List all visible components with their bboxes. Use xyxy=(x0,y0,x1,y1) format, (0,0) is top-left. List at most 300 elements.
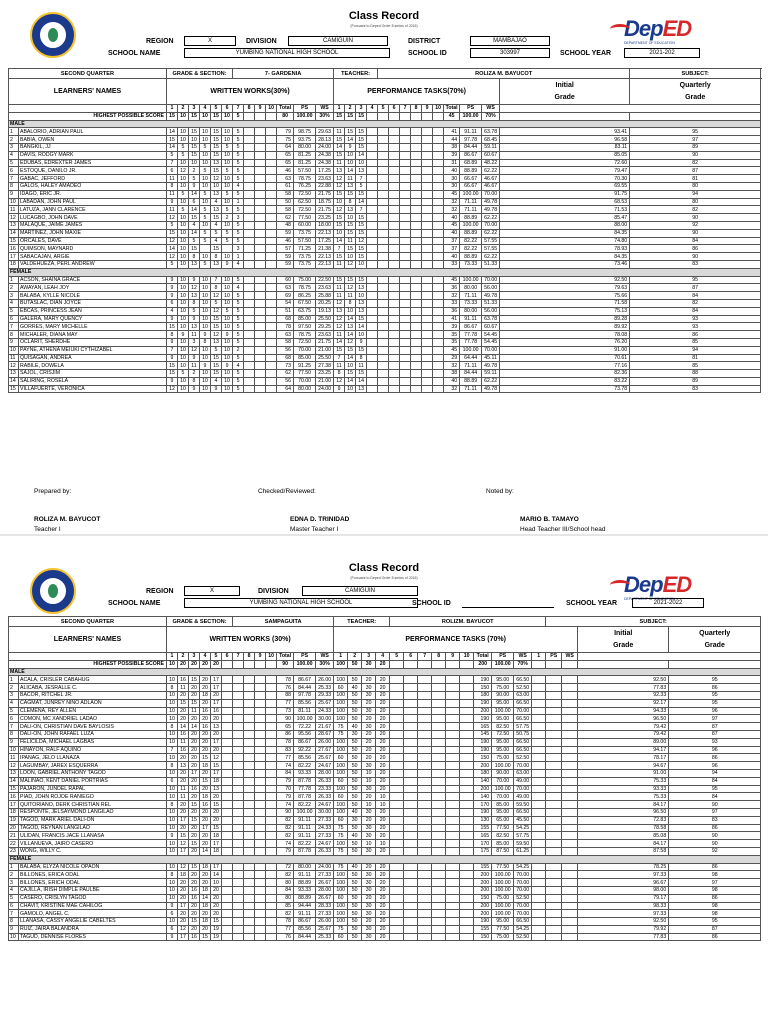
ww-score: 10 xyxy=(167,754,178,762)
pt-score xyxy=(378,299,389,307)
pt-score xyxy=(446,808,460,816)
quarterly-grade: 83 xyxy=(630,385,761,393)
ww-score: 12 xyxy=(167,237,178,245)
student-row xyxy=(9,730,761,738)
pt-score: 15 xyxy=(334,253,345,261)
ww-score: 5 xyxy=(222,307,233,315)
ww-score: 10 xyxy=(222,128,233,136)
ww-ws: 23.63 xyxy=(316,175,334,183)
school-id-value: 303997 xyxy=(470,48,550,58)
pt-score xyxy=(433,143,444,151)
ww-ps: 87.78 xyxy=(294,847,316,855)
ww-score: 5 xyxy=(200,229,211,237)
initial-grade: 78.25 xyxy=(578,863,669,871)
pt-score xyxy=(460,707,474,715)
ww-ps: 84.44 xyxy=(294,933,316,941)
learner-name: LLANASA, CASSY ANGELIE CABELTES xyxy=(19,918,167,926)
row-number: 3 xyxy=(9,691,19,699)
pt-score: 30 xyxy=(362,723,376,731)
pt-score xyxy=(422,354,433,362)
quarterly-grade: 86 xyxy=(669,894,761,902)
pt-score xyxy=(460,832,474,840)
ww-score xyxy=(233,816,244,824)
row-number: 5 xyxy=(9,894,19,902)
ww-score xyxy=(244,762,255,770)
pt-score: 15 xyxy=(356,253,367,261)
pt-total: 190 xyxy=(474,676,492,684)
learner-name: GALOS, HALEY AMADEO xyxy=(19,182,167,190)
ww-score xyxy=(244,879,255,887)
ww-score xyxy=(233,684,244,692)
student-row xyxy=(9,840,761,848)
learner-name: CAGMAT, JUNREY NIÑO ADLAON xyxy=(19,699,167,707)
division-label: DIVISION xyxy=(246,38,277,45)
ww-score: 10 xyxy=(200,175,211,183)
ww-score xyxy=(266,894,277,902)
hps-pt-cell: 20 xyxy=(376,660,390,668)
ww-score xyxy=(266,691,277,699)
ww-score: 9 xyxy=(167,354,178,362)
initial-grade: 96.67 xyxy=(578,879,669,887)
pt-score xyxy=(432,762,446,770)
pt-ws: 70.00 xyxy=(514,785,532,793)
ww-score xyxy=(244,723,255,731)
initial-grade: 97.33 xyxy=(578,910,669,918)
ww-score xyxy=(255,918,266,926)
pt-score xyxy=(390,785,404,793)
pt-score xyxy=(389,151,400,159)
ww-score xyxy=(266,699,277,707)
ww-score: 12 xyxy=(167,214,178,222)
ww-score: 15 xyxy=(211,323,222,331)
student-row xyxy=(9,699,761,707)
learner-name: CHAVIT, KRISTINE MAE CAHILOG xyxy=(19,902,167,910)
ww-score xyxy=(255,151,266,159)
pt-score xyxy=(446,801,460,809)
ww-score: 10 xyxy=(167,793,178,801)
pt-ws: 54.25 xyxy=(514,824,532,832)
ww-score: 5 xyxy=(233,128,244,136)
pt-score: 30 xyxy=(362,684,376,692)
quarterly-grade: 84 xyxy=(630,237,761,245)
ww-score xyxy=(266,206,277,214)
ww-ws: 26.33 xyxy=(316,847,334,855)
ww-ws: 26.00 xyxy=(316,676,334,684)
ww-ws: 24.38 xyxy=(316,151,334,159)
section-header: FEMALE xyxy=(9,268,761,276)
pt-score xyxy=(446,816,460,824)
pt-total: 190 xyxy=(474,808,492,816)
ww-score: 17 xyxy=(211,840,222,848)
ww-score xyxy=(244,793,255,801)
ww-score: 20 xyxy=(178,715,189,723)
pt-score: 20 xyxy=(362,715,376,723)
ww-ps: 94.44 xyxy=(294,902,316,910)
quarterly-grade: 84 xyxy=(630,292,761,300)
ww-total: 79 xyxy=(277,793,294,801)
ww-score: 20 xyxy=(189,754,200,762)
ww-col-num: 4 xyxy=(200,105,211,113)
student-row xyxy=(9,260,761,268)
learner-name: BUTASLAC, DIAN JOYCE xyxy=(19,299,167,307)
pt-score: 40 xyxy=(348,723,362,731)
ww-score: 20 xyxy=(178,754,189,762)
grade-section-label: GRADE & SECTION: xyxy=(167,617,233,627)
pt-ws: 52.50 xyxy=(514,933,532,941)
pt-score xyxy=(411,159,422,167)
learner-name: MARTINEZ, JOHN MAXIE xyxy=(19,229,167,237)
ww-col-num: 3 xyxy=(189,105,200,113)
ww-ws: 21.75 xyxy=(316,190,334,198)
ww-score: 5 xyxy=(222,190,233,198)
ww-total: 51 xyxy=(277,307,294,315)
pt-ws: 57.75 xyxy=(514,832,532,840)
pt-score xyxy=(422,214,433,222)
pt-total: 200 xyxy=(474,785,492,793)
ww-ws: 21.00 xyxy=(316,346,334,354)
ww-score: 5 xyxy=(211,229,222,237)
pt-score xyxy=(422,206,433,214)
ww-score xyxy=(255,198,266,206)
ww-score: 15 xyxy=(211,151,222,159)
pt-total: 41 xyxy=(444,315,460,323)
pt-score: 20 xyxy=(376,910,390,918)
ww-score xyxy=(255,284,266,292)
pt-score xyxy=(400,323,411,331)
pt-score: 20 xyxy=(376,699,390,707)
pt-col-num: 7 xyxy=(418,653,432,661)
ww-score xyxy=(244,730,255,738)
pt-score xyxy=(422,159,433,167)
ww-score: 15 xyxy=(211,214,222,222)
pt-score xyxy=(367,276,378,284)
quarterly-grade: 93 xyxy=(630,315,761,323)
pt-ps: 91.11 xyxy=(460,128,482,136)
ww-ws: 21.75 xyxy=(316,206,334,214)
ww-ws: 24.00 xyxy=(316,143,334,151)
ww-ws: 24.00 xyxy=(316,863,334,871)
quarterly-grade: 83 xyxy=(630,260,761,268)
pt-score: 8 xyxy=(345,299,356,307)
ww-score: 10 xyxy=(167,840,178,848)
ww-score: 5 xyxy=(233,206,244,214)
ww-ps: 85.00 xyxy=(294,315,316,323)
pt-score xyxy=(390,684,404,692)
student-row xyxy=(9,816,761,824)
ww-score xyxy=(244,699,255,707)
ww-score: 8 xyxy=(200,338,211,346)
pt-score xyxy=(389,323,400,331)
ww-ps: 85.56 xyxy=(294,754,316,762)
ww-score: 10 xyxy=(178,354,189,362)
ww-ws: 24.67 xyxy=(316,762,334,770)
ww-score: 17 xyxy=(178,902,189,910)
row-number: 7 xyxy=(9,175,19,183)
ww-score: 5 xyxy=(167,260,178,268)
pt-ws: 70.00 xyxy=(482,276,500,284)
hps-pt-ps: 100.00 xyxy=(492,660,514,668)
ww-score xyxy=(255,315,266,323)
ww-total: 80 xyxy=(277,879,294,887)
ww-score xyxy=(233,715,244,723)
ww-score: 7 xyxy=(167,159,178,167)
pt-score: 100 xyxy=(334,840,348,848)
ww-score: 15 xyxy=(189,151,200,159)
ww-score xyxy=(222,824,233,832)
ww-score xyxy=(255,730,266,738)
pt-ws: 70.00 xyxy=(514,910,532,918)
pt-score: 50 xyxy=(348,910,362,918)
ww-score xyxy=(244,824,255,832)
ww-ws: 26.67 xyxy=(316,894,334,902)
pt-score: 20 xyxy=(362,699,376,707)
pt-score: 13 xyxy=(356,284,367,292)
ww-score: 8 xyxy=(167,801,178,809)
pt-ps: 88.89 xyxy=(460,253,482,261)
ww-score xyxy=(244,260,255,268)
ww-score: 20 xyxy=(211,691,222,699)
pt-score: 15 xyxy=(345,346,356,354)
ww-score xyxy=(244,237,255,245)
ww-ws: 24.67 xyxy=(316,801,334,809)
student-row xyxy=(9,801,761,809)
quarter-cell: SECOND QUARTER xyxy=(9,69,167,79)
ww-score xyxy=(255,816,266,824)
pt-score xyxy=(433,159,444,167)
pt-total-header: Total xyxy=(474,653,492,661)
pt-total: 200 xyxy=(474,902,492,910)
ww-score: 18 xyxy=(211,832,222,840)
ww-score: 15 xyxy=(167,229,178,237)
pt-score xyxy=(367,260,378,268)
ww-total: 56 xyxy=(277,346,294,354)
ww-score: 18 xyxy=(178,871,189,879)
school-year-label: SCHOOL YEAR xyxy=(566,600,618,607)
student-row xyxy=(9,769,761,777)
ww-score: 20 xyxy=(211,715,222,723)
learner-name: VILLAFUERTE, VERONICA xyxy=(19,385,167,393)
pt-score: 7 xyxy=(334,245,345,253)
class-record-1 xyxy=(8,6,760,533)
ww-ps: 100.00 xyxy=(294,715,316,723)
learner-name: TAGOD, MARK ARIEL DALI-ON xyxy=(19,816,167,824)
pt-score xyxy=(446,886,460,894)
ww-score: 10 xyxy=(222,338,233,346)
pt-score xyxy=(367,370,378,378)
hps-ww-cell: 10 xyxy=(178,112,189,120)
pt-score xyxy=(404,777,418,785)
ww-total: 82 xyxy=(277,910,294,918)
ww-score: 13 xyxy=(178,762,189,770)
ww-score: 20 xyxy=(200,738,211,746)
hps-pt-cell xyxy=(367,112,378,120)
student-row xyxy=(9,785,761,793)
pt-score xyxy=(378,260,389,268)
row-number: 7 xyxy=(9,723,19,731)
ww-ps: 92.22 xyxy=(294,746,316,754)
pt-score xyxy=(400,315,411,323)
learner-name: QUISAGAN, ANDREA xyxy=(19,354,167,362)
pt-total: 175 xyxy=(474,847,492,855)
student-row xyxy=(9,190,761,198)
division-value: CAMIGUIN xyxy=(288,36,388,46)
pt-score xyxy=(433,151,444,159)
ww-ws: 17.25 xyxy=(316,237,334,245)
pt-ps: 88.89 xyxy=(460,214,482,222)
section-header: MALE xyxy=(9,120,761,128)
ww-score xyxy=(244,933,255,941)
hps-ww-cell: 15 xyxy=(189,112,200,120)
row-number: 6 xyxy=(9,715,19,723)
pt-score xyxy=(404,754,418,762)
ww-score: 10 xyxy=(167,824,178,832)
pt-score: 20 xyxy=(362,918,376,926)
ww-total: 65 xyxy=(277,723,294,731)
pt-score xyxy=(411,175,422,183)
pt-score: 11 xyxy=(334,284,345,292)
ww-score xyxy=(266,910,277,918)
ww-score: 20 xyxy=(189,847,200,855)
ww-ps: 85.56 xyxy=(294,699,316,707)
pt-score xyxy=(400,284,411,292)
ww-score: 10 xyxy=(222,136,233,144)
pt-score: 13 xyxy=(356,299,367,307)
student-row xyxy=(9,691,761,699)
student-row xyxy=(9,793,761,801)
ww-score: 14 xyxy=(200,847,211,855)
ww-ps: 91.25 xyxy=(294,362,316,370)
ww-score xyxy=(266,346,277,354)
student-row xyxy=(9,370,761,378)
ww-score: 10 xyxy=(200,323,211,331)
pt-score xyxy=(367,214,378,222)
pt-score: 10 xyxy=(345,253,356,261)
student-row xyxy=(9,377,761,385)
pt-score xyxy=(400,167,411,175)
pt-col-num: 10 xyxy=(460,653,474,661)
pt-score xyxy=(411,315,422,323)
learner-name: SALIRING, ROSELA xyxy=(19,377,167,385)
pt-score xyxy=(460,863,474,871)
ww-score: 15 xyxy=(189,840,200,848)
pt-score: 10 xyxy=(345,362,356,370)
hps-ww-cell: 20 xyxy=(200,660,211,668)
ww-score xyxy=(233,840,244,848)
ww-score: 20 xyxy=(189,808,200,816)
ww-score: 10 xyxy=(178,346,189,354)
learner-name: HINAYON, RALF AQUINO xyxy=(19,746,167,754)
student-row xyxy=(9,331,761,339)
pt-score: 13 xyxy=(345,182,356,190)
ww-score: 20 xyxy=(211,886,222,894)
pt-total: 37 xyxy=(444,237,460,245)
ww-ws: 28.00 xyxy=(316,886,334,894)
pt-ps: 64.44 xyxy=(460,354,482,362)
pt-col-num: 3 xyxy=(362,653,376,661)
pt-score xyxy=(390,902,404,910)
ww-score xyxy=(222,699,233,707)
pt-score: 12 xyxy=(345,338,356,346)
ww-score xyxy=(266,151,277,159)
pt-score xyxy=(446,777,460,785)
pt-score xyxy=(378,323,389,331)
ww-score: 14 xyxy=(189,206,200,214)
region-value: X xyxy=(184,586,240,596)
ww-score xyxy=(255,354,266,362)
ww-total: 58 xyxy=(277,190,294,198)
ww-score xyxy=(222,707,233,715)
ww-score: 10 xyxy=(222,292,233,300)
ww-ps: 75.00 xyxy=(294,276,316,284)
pt-score: 11 xyxy=(334,292,345,300)
ww-ps: 70.00 xyxy=(294,377,316,385)
ww-score xyxy=(244,167,255,175)
pt-score: 15 xyxy=(356,136,367,144)
ww-score xyxy=(266,354,277,362)
ww-score: 1 xyxy=(233,253,244,261)
ww-score xyxy=(244,684,255,692)
quarterly-grade: 88 xyxy=(630,370,761,378)
ww-score: 6 xyxy=(167,910,178,918)
pt-score xyxy=(367,159,378,167)
pt-score: 14 xyxy=(356,198,367,206)
ww-score: 10 xyxy=(167,863,178,871)
learner-name: LAGUMBAY, JAREX ESQUERRA xyxy=(19,762,167,770)
ww-score: 20 xyxy=(178,707,189,715)
ww-score: 20 xyxy=(189,730,200,738)
pt-ps: 80.00 xyxy=(460,284,482,292)
pt-score xyxy=(389,221,400,229)
pt-score: 10 xyxy=(376,793,390,801)
pt-score xyxy=(418,832,432,840)
pt-score xyxy=(422,245,433,253)
initial-grade: 96.50 xyxy=(578,808,669,816)
record-subtitle: (Pursuant to Deped Order 8 series of 2015) xyxy=(350,576,418,580)
pt-score xyxy=(378,221,389,229)
pt-score: 15 xyxy=(356,370,367,378)
pt-score: 100 xyxy=(334,808,348,816)
ww-score: 5 xyxy=(222,237,233,245)
ww-ws: 25.33 xyxy=(316,933,334,941)
ww-ws: 26.00 xyxy=(316,738,334,746)
quarterly-grade: 90 xyxy=(630,229,761,237)
ww-score: 9 xyxy=(200,331,211,339)
pt-score xyxy=(422,198,433,206)
record-subtitle: (Pursuant to Deped Order 8 series of 2015) xyxy=(350,24,418,28)
ww-score: 9 xyxy=(167,902,178,910)
ww-score xyxy=(222,715,233,723)
pt-score xyxy=(411,307,422,315)
ww-score xyxy=(222,894,233,902)
ww-score xyxy=(255,206,266,214)
pt-score xyxy=(389,284,400,292)
ww-col-num: 1 xyxy=(167,653,178,661)
ww-score: 16 xyxy=(189,933,200,941)
ww-score: 20 xyxy=(200,816,211,824)
ww-score xyxy=(244,338,255,346)
pt-ws: 70.00 xyxy=(514,871,532,879)
ww-score xyxy=(244,284,255,292)
pt-score xyxy=(432,840,446,848)
ww-score xyxy=(222,245,233,253)
ww-score: 5 xyxy=(200,167,211,175)
pt-score: 50 xyxy=(348,824,362,832)
ww-score: 20 xyxy=(211,816,222,824)
pt-score xyxy=(411,253,422,261)
ww-total: 46 xyxy=(277,237,294,245)
ww-ws-header: WS xyxy=(316,653,334,661)
pt-score xyxy=(404,847,418,855)
